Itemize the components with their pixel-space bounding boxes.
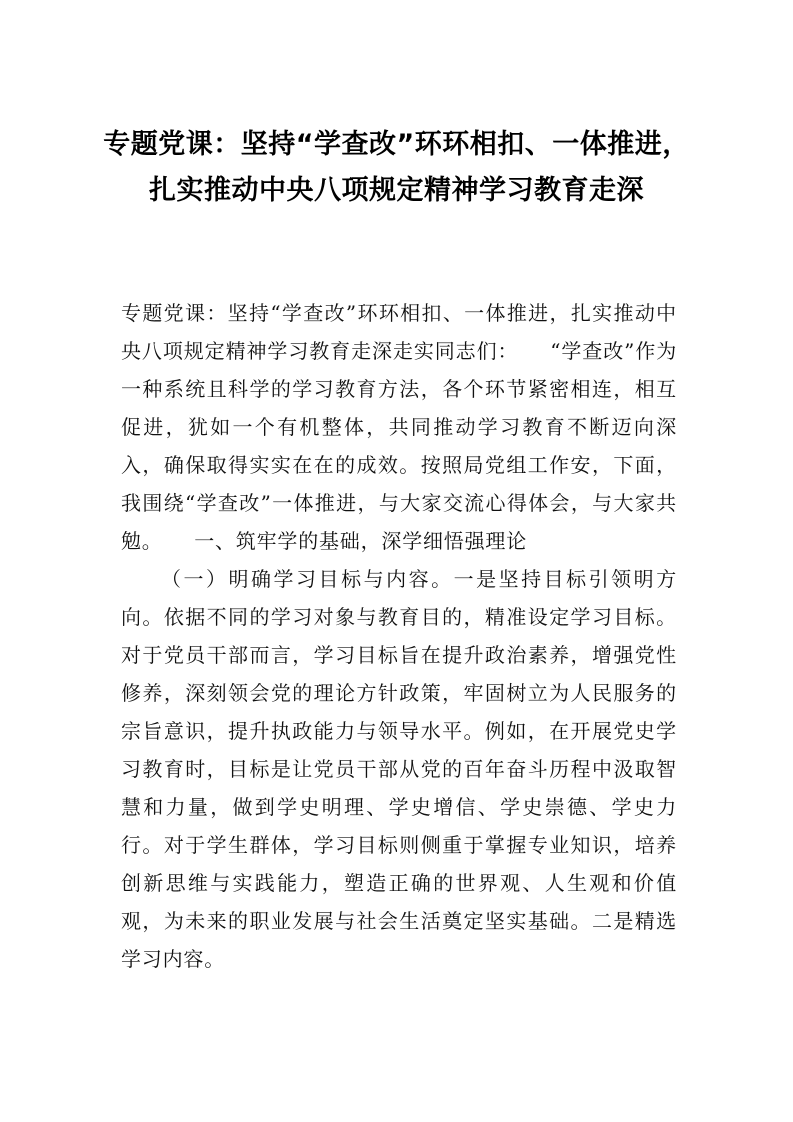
paragraph-learning-goals: （一）明确学习目标与内容。一是坚持目标引领明方向。依据不同的学习对象与教育目的，精准设定学习目标。对于党员干部而言，学习目标旨在提升政治素养，增强党性修养，深刻领会党的理论方针政策，牢固树立为人民服务的宗旨意识，提升执政能力与领导水平。例如，在开展党史学习教育时，目标是让党员干部从党的百年奋斗历程中汲取智慧和力量，做到学史明理、学史增信、学史崇德、学史力行。对于学生群体，学习目标则侧重于掌握专业知识，培养创新思维与实践能力，塑造正确的世界观、人生观和价值观，为未来的职业发展与社会生活奠定坚实基础。二是精选学习内容。: [121, 567, 677, 971]
paragraph-intro: 专题党课：坚持“学查改”环环相扣、一体推进，扎实推动中央八项规定精神学习教育走深走实同志们： “学查改”作为一种系统且科学的学习教育方法，各个环节紧密相连，相互促进，犹如一个有机整体，共同推动学习教育不断迈向深入，确保取得实实在在的成效。按照局党组工作安，下面，我围绕“学查改”一体推进，与大家交流心得体会，与大家共勉。 一、筑牢学的基础，深学细悟强理论: [121, 301, 677, 553]
document-title: 专题党课：坚持“学查改”环环相扣、一体推进，扎实推动中央八项规定精神学习教育走深: [103, 129, 690, 206]
document-body: [121, 294, 677, 978]
